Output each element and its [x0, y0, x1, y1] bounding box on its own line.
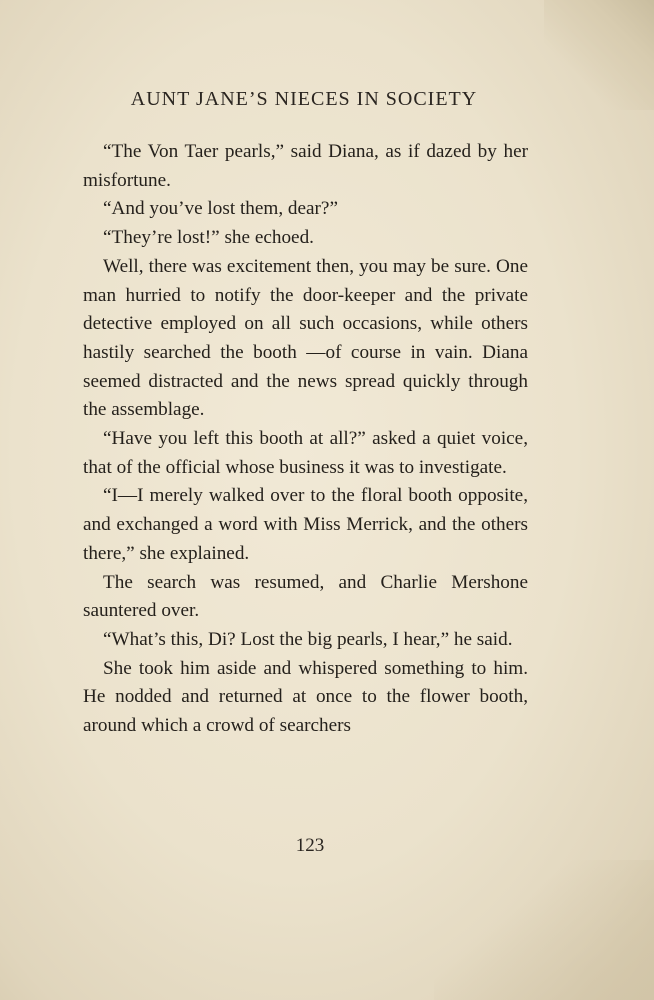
paragraph: “I—I merely walked over to the floral booth opposite, and exchanged a word with Miss Merrick, and the others there,” she explained. [83, 485, 528, 564]
paragraph: “Have you left this booth at all?” asked a quiet voice, that of the official whose business it was to investigate. [83, 428, 528, 478]
paragraph: Well, there was excitement then, you may be sure. One man hurried to notify the door-keeper and the private detective employed on all such occasions, while others hastily searched the booth —of course in vain. Diana seemed distracted and the news spread quickly through the assemblage. [83, 255, 528, 421]
page-number: 123 [295, 835, 325, 856]
paragraph: “The Von Taer pearls,” said Diana, as if dazed by her misfortune. [83, 141, 528, 191]
paragraph: She took him aside and whispered something to him. He nodded and returned at once to the flower booth, around which a crowd of searchers [83, 657, 528, 737]
paragraph: The search was resumed, and Charlie Mershone sauntered over. [83, 571, 528, 622]
page-wear [434, 860, 654, 1000]
body-text [83, 138, 528, 741]
paragraph: “They’re lost!” she echoed. [103, 227, 314, 249]
paragraph: “And you’ve lost them, dear?” [103, 198, 338, 220]
torn-corner [544, 0, 654, 110]
paragraph: “What’s this, Di? Lost the big pearls, I hear,” he said. [103, 628, 513, 650]
running-head: AUNT JANE’S NIECES IN SOCIETY [130, 88, 478, 110]
